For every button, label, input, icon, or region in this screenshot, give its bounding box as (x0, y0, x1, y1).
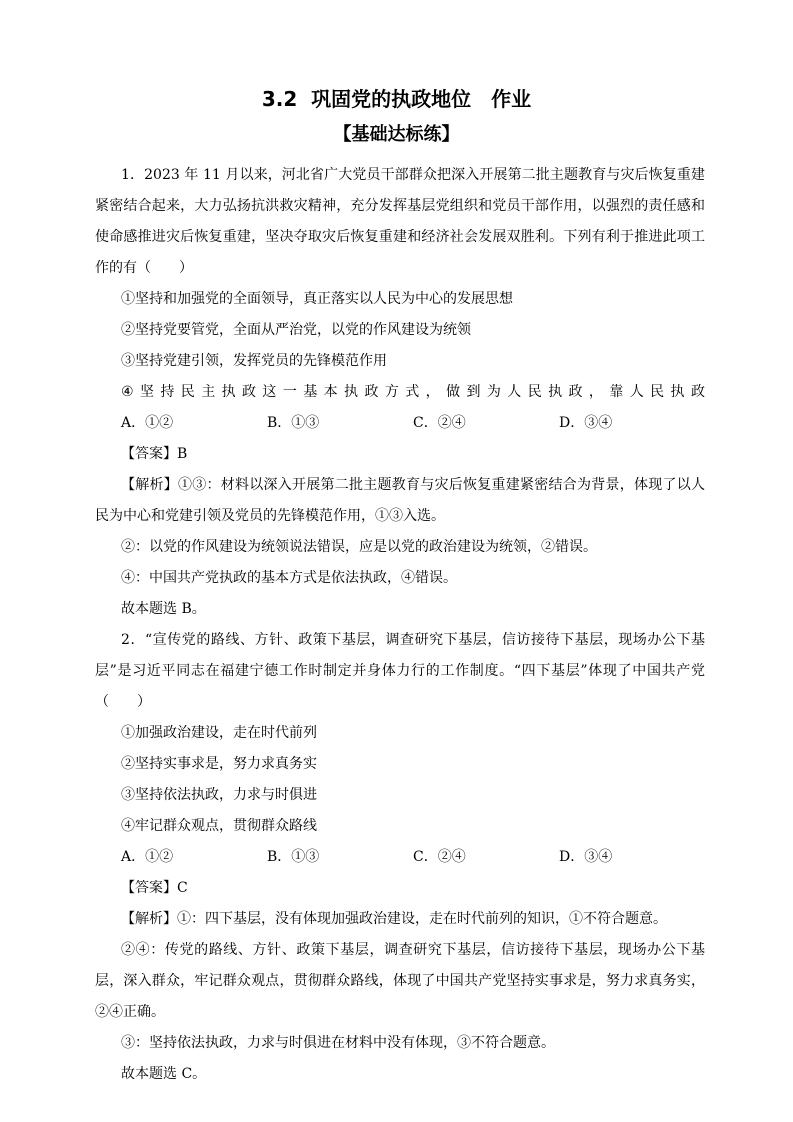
option-c: C．②④ (413, 849, 466, 865)
question-1-stem: 1．2023 年 11 月以来，河北省广大党员干部群众把深入开展第二批主题教育与灾后恢复重建紧密结合起来，大力弘扬抗洪救灾精神，充分发挥基层党组织和党员干部作用，以强烈的责任感和使命感推进灾后恢复重建，坚决夺取灾后恢复重建和经济社会发展双胜利。下列有利于推进此项工作的有（ ） (95, 167, 705, 276)
question-2-analysis-1: 【解析】①：四下基层，没有体现加强政治建设，走在时代前列的知识，①不符合题意。 (121, 911, 667, 927)
option-c: C．②④ (413, 415, 466, 431)
option-a: A．①② (121, 849, 174, 865)
question-2-analysis-3: ③：坚持依法执政，力求与时俱进在材料中没有体现，③不符合题意。 (121, 1035, 555, 1051)
question-1-item-1: ①坚持和加强党的全面领导，真正落实以人民为中心的发展思想 (121, 291, 513, 307)
question-2-answer: 【答案】C (121, 880, 188, 896)
document-body (95, 160, 705, 1090)
option-b: B．①③ (267, 415, 320, 431)
option-a: A．①② (121, 415, 174, 431)
question-2-analysis-2: ②④：传党的路线、方针、政策下基层，调查研究下基层，信访接待下基层，现场办公下基层，深入群众，牢记群众观点，贯彻群众路线，体现了中国共产党坚持实事求是，努力求真务实，②④正确。 (95, 942, 705, 1020)
question-1-item-4: ④ 坚 持 民 主 执 政 这 一 基 本 执 政 方 式 ， 做 到 为 人 民 执 政 ， 靠 人 民 执 政 (121, 384, 705, 400)
question-2-item-4: ④牢记群众观点，贯彻群众路线 (121, 818, 317, 834)
section-title: 【基础达标练】 (333, 124, 460, 145)
question-1-analysis-2: ②：以党的作风建设为统领说法错误，应是以党的政治建设为统领，②错误。 (121, 539, 597, 555)
question-2-options (95, 842, 705, 873)
question-1-answer: 【答案】B (121, 446, 188, 462)
question-2-conclusion: 故本题选 C。 (121, 1066, 207, 1082)
question-1-item-2: ②坚持党要管党，全面从严治党，以党的作风建设为统领 (121, 322, 471, 338)
page-title: 3.2 巩固党的执政地位 作业 (261, 87, 532, 111)
question-1-analysis-1: 【解析】①③：材料以深入开展第二批主题教育与灾后恢复重建紧密结合为背景，体现了以人民为中心和党建引领及党员的先锋模范作用，①③入选。 (95, 477, 705, 524)
question-2-item-2: ②坚持实事求是，努力求真务实 (121, 756, 317, 772)
question-1-item-3: ③坚持党建引领，发挥党员的先锋模范作用 (121, 353, 387, 369)
question-2-item-3: ③坚持依法执政，力求与时俱进 (121, 787, 317, 803)
question-1-conclusion: 故本题选 B。 (121, 601, 206, 617)
question-1-analysis-3: ④：中国共产党执政的基本方式是依法执政，④错误。 (121, 570, 457, 586)
option-b: B．①③ (267, 849, 320, 865)
option-d: D．③④ (559, 849, 613, 865)
option-d: D．③④ (559, 415, 613, 431)
question-1-options (95, 408, 705, 439)
question-2-item-1: ①加强政治建设，走在时代前列 (121, 725, 317, 741)
question-2-stem: 2．“宣传党的路线、方针、政策下基层，调查研究下基层，信访接待下基层，现场办公下基层”是习近平同志在福建宁德工作时制定并身体力行的工作制度。“四下基层”体现了中国共产党（ ） (95, 632, 705, 710)
